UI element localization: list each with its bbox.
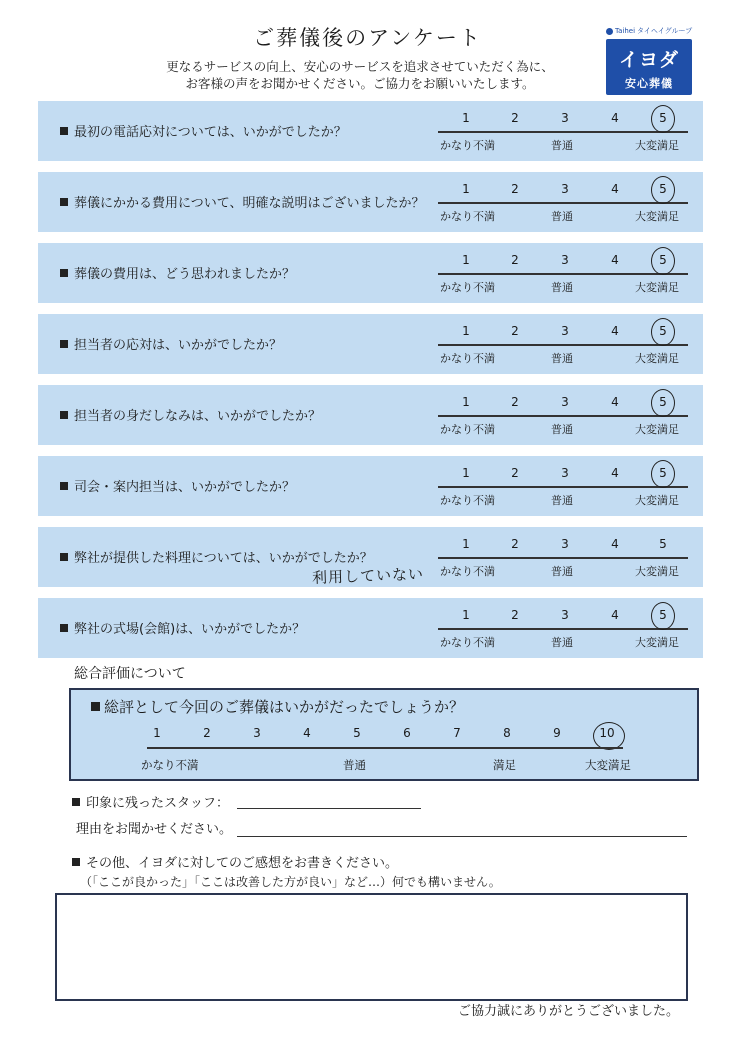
scale-label-high: 大変満足 <box>635 494 679 507</box>
question-text <box>60 263 295 282</box>
intro-text <box>150 58 570 92</box>
rating-scale <box>438 456 688 516</box>
group-logo-icon <box>606 28 613 35</box>
overall-rating-option[interactable]: 7 <box>453 726 461 740</box>
scale-label-high: 大変満足 <box>635 281 679 294</box>
scale-label-low: かなり不満 <box>440 281 495 294</box>
bullet-square-icon <box>72 858 80 866</box>
thanks-text: ご協力誠にありがとうございました。 <box>457 1004 679 1019</box>
overall-selected-circle-mark <box>593 722 625 750</box>
scale-label-high: 大変満足 <box>635 139 679 152</box>
scale-label-low: かなり不満 <box>440 210 495 223</box>
scale-label-high: 大変満足 <box>635 565 679 578</box>
group-name: タイヘイグループ <box>637 27 693 35</box>
rating-option[interactable]: 1 <box>462 466 470 480</box>
rating-option[interactable]: 2 <box>511 537 519 551</box>
bullet-square-icon <box>60 269 68 277</box>
rating-option[interactable]: 5 <box>659 466 667 480</box>
scale-label-mid: 普通 <box>551 423 573 436</box>
intro-line-2: お客様の声をお聞かせください。ご協力をお願いいたします。 <box>185 76 535 91</box>
overall-section-title: 総合評価について <box>74 666 186 682</box>
selected-circle-mark <box>651 247 675 275</box>
question-label: 弊社の式場(会館)は、いかがでしたか？ <box>74 622 306 637</box>
rating-option[interactable]: 1 <box>462 608 470 622</box>
question-label: 担当者の身だしなみは、いかがでしたか？ <box>74 409 322 424</box>
overall-rating-option[interactable]: 9 <box>553 726 561 740</box>
overall-label-satisfied: 満足 <box>493 758 516 772</box>
overall-rating-option[interactable]: 10 <box>599 726 615 740</box>
scale-label-mid: 普通 <box>551 210 573 223</box>
rating-option[interactable]: 4 <box>611 608 619 622</box>
scale-label-mid: 普通 <box>551 281 573 294</box>
rating-scale <box>438 243 688 303</box>
rating-option[interactable]: 3 <box>561 466 569 480</box>
rating-option[interactable]: 3 <box>561 111 569 125</box>
rating-option[interactable]: 3 <box>561 537 569 551</box>
overall-scale-line <box>147 747 623 749</box>
question-row <box>38 314 703 374</box>
bullet-square-icon <box>60 340 68 348</box>
staff-label <box>72 792 229 811</box>
overall-rating-option[interactable]: 3 <box>253 726 261 740</box>
rating-option[interactable]: 5 <box>659 395 667 409</box>
scale-label-high: 大変満足 <box>635 423 679 436</box>
selected-circle-mark <box>651 460 675 488</box>
rating-option[interactable]: 2 <box>511 182 519 196</box>
bullet-square-icon <box>60 482 68 490</box>
intro-line-1: 更なるサービスの向上、安心のサービスを追求させていただく為に、 <box>166 59 554 74</box>
rating-scale <box>438 385 688 445</box>
rating-option[interactable]: 2 <box>511 608 519 622</box>
rating-scale <box>438 527 688 587</box>
overall-rating-option[interactable]: 6 <box>403 726 411 740</box>
rating-option[interactable]: 2 <box>511 324 519 338</box>
overall-rating-option[interactable]: 8 <box>503 726 511 740</box>
scale-label-mid: 普通 <box>551 565 573 578</box>
rating-option[interactable]: 4 <box>611 253 619 267</box>
rating-option[interactable]: 3 <box>561 608 569 622</box>
rating-option[interactable]: 1 <box>462 182 470 196</box>
rating-option[interactable]: 5 <box>659 182 667 196</box>
scale-line <box>438 628 688 630</box>
selected-circle-mark <box>651 318 675 346</box>
scale-label-mid: 普通 <box>551 139 573 152</box>
question-text <box>60 547 373 566</box>
overall-question-text: 総評として今回のご葬儀はいかがだったでしょうか？ <box>104 698 465 716</box>
question-row <box>38 385 703 445</box>
rating-scale <box>438 598 688 658</box>
scale-label-low: かなり不満 <box>440 139 495 152</box>
rating-option[interactable]: 1 <box>462 324 470 338</box>
scale-line <box>438 202 688 204</box>
bullet-square-icon <box>60 127 68 135</box>
question-text <box>60 476 295 495</box>
company-logo <box>606 26 694 95</box>
question-label: 弊社が提供した料理については、いかがでしたか？ <box>74 551 373 566</box>
rating-option[interactable]: 2 <box>511 253 519 267</box>
comments-hint: （「ここが良かった」「ここは改善した方が良い」など…）何でも構いません。 <box>80 875 501 889</box>
scale-line <box>438 486 688 488</box>
staff-label-text: 印象に残ったスタッフ： <box>86 796 230 811</box>
rating-option[interactable]: 4 <box>611 182 619 196</box>
scale-label-high: 大変満足 <box>635 210 679 223</box>
overall-label-very-satisfied: 大変満足 <box>585 758 631 772</box>
rating-option[interactable]: 4 <box>611 466 619 480</box>
question-label: 司会・案内担当は、いかがでしたか？ <box>74 480 296 495</box>
rating-option[interactable]: 3 <box>561 324 569 338</box>
rating-option[interactable]: 4 <box>611 324 619 338</box>
scale-label-low: かなり不満 <box>440 352 495 365</box>
scale-label-high: 大変満足 <box>635 636 679 649</box>
bullet-square-icon <box>60 411 68 419</box>
question-label: 葬儀の費用は、どう思われましたか？ <box>74 267 296 282</box>
question-row <box>38 172 703 232</box>
comments-label-text: その他、イヨダに対してのご感想をお書きください。 <box>86 856 399 871</box>
scale-line <box>438 415 688 417</box>
question-label: 最初の電話応対については、いかがでしたか？ <box>74 125 347 140</box>
rating-option[interactable]: 5 <box>659 253 667 267</box>
scale-line <box>438 131 688 133</box>
scale-line <box>438 344 688 346</box>
overall-rating-option[interactable]: 2 <box>203 726 211 740</box>
rating-option[interactable]: 3 <box>561 182 569 196</box>
rating-option[interactable]: 1 <box>462 395 470 409</box>
rating-option[interactable]: 1 <box>462 537 470 551</box>
bullet-square-icon <box>60 553 68 561</box>
rating-option[interactable]: 5 <box>659 537 667 551</box>
question-text <box>60 618 305 637</box>
group-mark <box>606 26 694 36</box>
comments-label <box>72 852 398 871</box>
scale-line <box>438 557 688 559</box>
scale-label-mid: 普通 <box>551 352 573 365</box>
scale-line <box>438 273 688 275</box>
question-label: 葬儀にかかる費用について、明確な説明はございましたか？ <box>74 196 425 211</box>
selected-circle-mark <box>651 389 675 417</box>
comments-box[interactable] <box>55 893 688 1001</box>
rating-option[interactable]: 5 <box>659 324 667 338</box>
selected-circle-mark <box>651 602 675 630</box>
selected-circle-mark <box>651 105 675 133</box>
rating-scale <box>438 314 688 374</box>
question-text <box>60 121 347 140</box>
rating-option[interactable]: 2 <box>511 395 519 409</box>
rating-option[interactable]: 2 <box>511 466 519 480</box>
scale-label-mid: 普通 <box>551 636 573 649</box>
rating-option[interactable]: 2 <box>511 111 519 125</box>
bullet-square-icon <box>60 624 68 632</box>
rating-option[interactable]: 5 <box>659 608 667 622</box>
question-row <box>38 101 703 161</box>
rating-option[interactable]: 3 <box>561 395 569 409</box>
bullet-square-icon <box>60 198 68 206</box>
overall-rating-option[interactable]: 5 <box>353 726 361 740</box>
rating-option[interactable]: 4 <box>611 111 619 125</box>
reason-label: 理由をお聞かせください。 <box>76 822 233 837</box>
overall-label-average: 普通 <box>343 758 366 772</box>
overall-label-very-dissatisfied: かなり不満 <box>141 758 199 772</box>
handwritten-note: 利用していない <box>311 565 425 587</box>
rating-scale <box>438 172 688 232</box>
question-row <box>38 598 703 658</box>
logo-main-text: イヨダ <box>618 49 679 71</box>
rating-option[interactable]: 1 <box>462 253 470 267</box>
reason-input-line[interactable] <box>237 836 687 837</box>
rating-option[interactable]: 1 <box>462 111 470 125</box>
overall-rating-option[interactable]: 1 <box>153 726 161 740</box>
question-row <box>38 243 703 303</box>
question-text <box>60 192 424 211</box>
scale-label-low: かなり不満 <box>440 494 495 507</box>
page-title: ご葬儀後のアンケート <box>253 26 482 50</box>
overall-question <box>91 696 464 717</box>
bullet-square-icon <box>72 798 80 806</box>
question-label: 担当者の応対は、いかがでしたか？ <box>74 338 283 353</box>
scale-label-mid: 普通 <box>551 494 573 507</box>
scale-label-low: かなり不満 <box>440 565 495 578</box>
logo-sub-text: 安心葬儀 <box>625 77 673 90</box>
rating-option[interactable]: 3 <box>561 253 569 267</box>
scale-label-high: 大変満足 <box>635 352 679 365</box>
staff-input-line[interactable] <box>237 808 421 809</box>
rating-option[interactable]: 4 <box>611 537 619 551</box>
question-text <box>60 334 282 353</box>
scale-label-low: かなり不満 <box>440 636 495 649</box>
bullet-square-icon <box>91 702 100 711</box>
selected-circle-mark <box>651 176 675 204</box>
overall-rating-box <box>69 688 699 781</box>
scale-label-low: かなり不満 <box>440 423 495 436</box>
question-row <box>38 456 703 516</box>
overall-rating-option[interactable]: 4 <box>303 726 311 740</box>
question-text <box>60 405 321 424</box>
rating-option[interactable]: 5 <box>659 111 667 125</box>
logo-box <box>606 39 692 95</box>
group-brand: Taihei <box>615 27 636 35</box>
rating-scale <box>438 101 688 161</box>
rating-option[interactable]: 4 <box>611 395 619 409</box>
